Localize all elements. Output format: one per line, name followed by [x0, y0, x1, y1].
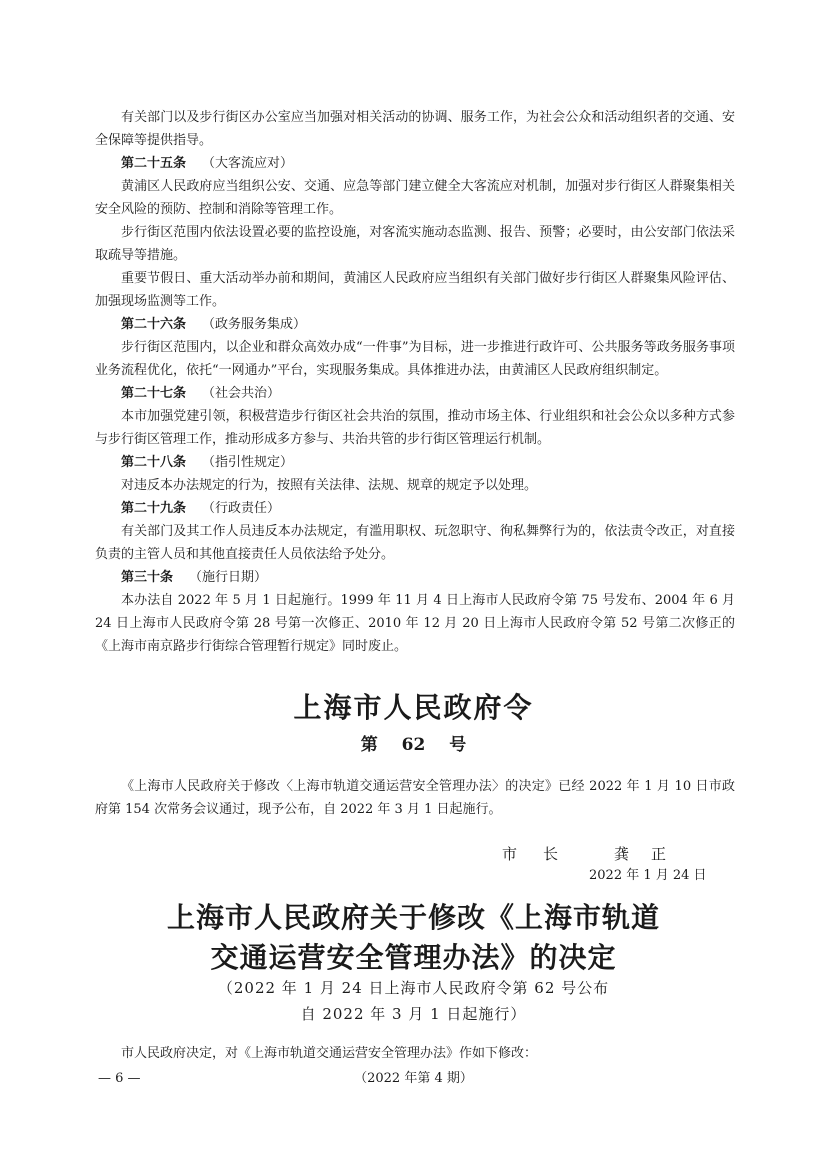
article-title: （政务服务集成）	[202, 317, 307, 332]
paragraph: 本办法自 2022 年 5 月 1 日起施行。1999 年 11 月 4 日上海市人民政府令第 75 号发布、2004 年 6 月 24 日上海市人民政府令第 28 号第一次修正、2010 年 12 月 20 日上海市人民政府令第 52 号第二次修正的《上海市南京路步行街综合管理暂行规定》同时废止。	[95, 593, 735, 654]
signer-name: 龚正	[614, 845, 689, 863]
paragraph: 步行街区范围内，以企业和群众高效办成“一件事”为目标，进一步推进行政许可、公共服务等政务服务事项业务流程优化，依托“一网通办”平台，实现服务集成。具体推进办法，由黄浦区人民政府组织制定。	[95, 340, 735, 378]
issue-label: （2022 年第 4 期）	[354, 1071, 473, 1086]
paragraph: 步行街区范围内依法设置必要的监控设施，对客流实施动态监测、报告、预警；必要时，由公安部门依法采取疏导等措施。	[95, 225, 735, 263]
article-heading-28	[95, 451, 735, 474]
article-title: （社会共治）	[202, 386, 281, 401]
signer-role: 市长	[502, 845, 585, 863]
article-title: （指引性规定）	[202, 455, 294, 470]
article-number: 第二十五条	[121, 156, 187, 171]
article-number: 第三十条	[121, 570, 174, 585]
article-title: （行政责任）	[202, 501, 281, 516]
paragraph: 有关部门及其工作人员违反本办法规定，有滥用职权、玩忽职守、徇私舞弊行为的，依法责令改正，对直接负责的主管人员和其他直接责任人员依法给予处分。	[95, 524, 735, 562]
article-title: （施行日期）	[189, 570, 268, 585]
paragraph: 《上海市人民政府关于修改〈上海市轨道交通运营安全管理办法〉的决定》已经 2022 年 1 月 10 日市政府第 154 次常务会议通过，现予公布，自 2022 年 3 月 1 日起施行。	[95, 779, 735, 817]
article-title: （大客流应对）	[202, 156, 294, 171]
decision-subtitle-line: （2022 年 1 月 24 日上海市人民政府令第 62 号公布	[217, 979, 610, 997]
paragraph: 对违反本办法规定的行为，按照有关法律、法规、规章的规定予以处理。	[121, 478, 538, 493]
regulation-body	[95, 106, 735, 658]
paragraph: 黄浦区人民政府应当组织公安、交通、应急等部门建立健全大客流应对机制，加强对步行街区人群聚集相关安全风险的预防、控制和消除等管理工作。	[95, 179, 735, 217]
article-heading-30	[95, 566, 735, 589]
paragraph: 有关部门以及步行街区办公室应当加强对相关活动的协调、服务工作，为社会公众和活动组织者的交通、安全保障等提供指导。	[95, 110, 735, 148]
paragraph: 重要节假日、重大活动举办前和期间，黄浦区人民政府应当组织有关部门做好步行街区人群聚集风险评估、加强现场监测等工作。	[95, 271, 735, 309]
paragraph: 市人民政府决定，对《上海市轨道交通运营安全管理办法》作如下修改：	[121, 1046, 538, 1061]
order-number: 第 62 号	[360, 735, 467, 755]
article-heading-27	[95, 382, 735, 405]
decision-title-line: 上海市人民政府关于修改《上海市轨道	[166, 901, 660, 934]
decision-subtitle-line: 自 2022 年 3 月 1 日起施行）	[300, 1005, 527, 1023]
article-number: 第二十八条	[121, 455, 187, 470]
signature-line	[502, 842, 688, 866]
article-number: 第二十六条	[121, 317, 187, 332]
signature-date: 2022 年 1 月 24 日	[589, 868, 707, 883]
article-heading-25	[95, 152, 735, 175]
article-heading-29	[95, 497, 735, 520]
order-announcement	[95, 775, 735, 821]
paragraph: 本市加强党建引领，积极营造步行街区社会共治的氛围，推动市场主体、行业组织和社会公众以多种方式参与步行街区管理工作，推动形成多方参与、共治共管的步行街区管理运行机制。	[95, 409, 735, 447]
order-title: 上海市人民政府令	[293, 691, 534, 724]
article-number: 第二十九条	[121, 501, 187, 516]
article-heading-26	[95, 313, 735, 336]
decision-subtitle	[0, 975, 827, 1027]
decision-title-line: 交通运营安全管理办法》的决定	[210, 941, 617, 974]
page-number: — 6 —	[98, 1071, 141, 1086]
decision-body	[95, 1043, 735, 1065]
decision-title	[0, 898, 827, 978]
article-number: 第二十七条	[121, 386, 187, 401]
